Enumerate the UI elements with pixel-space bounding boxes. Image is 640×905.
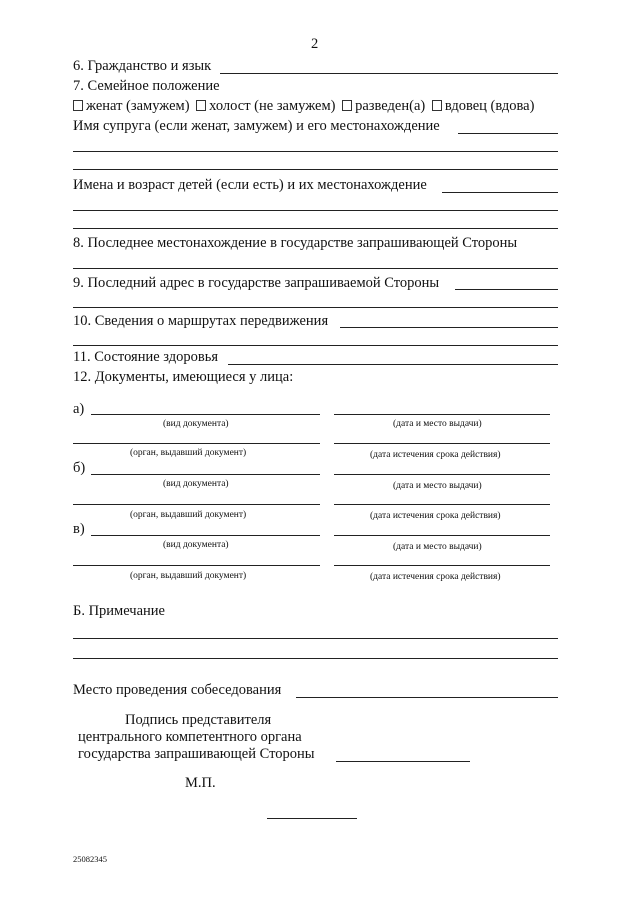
doc-b-date-place-field[interactable] (334, 474, 550, 475)
note-field-1[interactable] (73, 638, 558, 639)
doc-a-type-field[interactable] (91, 414, 320, 415)
children-field-2[interactable] (73, 210, 558, 211)
citizenship-field[interactable] (220, 73, 558, 74)
option-married: женат (замужем) (86, 98, 190, 114)
spouse-field-2[interactable] (73, 151, 558, 152)
signature-line-1: Подпись представителя (125, 712, 272, 728)
doc-b-date-place-caption: (дата и место выдачи) (393, 481, 482, 491)
doc-a-letter: а) (73, 401, 85, 417)
last-address-field-1[interactable] (455, 289, 558, 290)
interview-place-label: Место проведения собеседования (73, 682, 282, 698)
doc-a-date-place-caption: (дата и место выдачи) (393, 419, 482, 429)
doc-c-expiry-field[interactable] (334, 565, 550, 566)
marital-options (73, 98, 534, 114)
doc-c-letter: в) (73, 521, 85, 537)
option-widowed: вдовец (вдова) (444, 98, 535, 114)
spouse-field-3[interactable] (73, 169, 558, 170)
children-label: Имена и возраст детей (если есть) и их местонахождение (73, 177, 427, 193)
doc-a-type-caption: (вид документа) (163, 419, 229, 429)
spouse-label: Имя супруга (если женат, замужем) и его местонахождение (73, 118, 440, 134)
health-label: 11. Состояние здоровья (73, 349, 219, 365)
last-address-field-2[interactable] (73, 307, 558, 308)
citizenship-label: 6. Гражданство и язык (73, 58, 212, 74)
option-divorced: разведен(а) (355, 98, 426, 114)
doc-c-date-place-caption: (дата и место выдачи) (393, 542, 482, 552)
routes-label: 10. Сведения о маршрутах передвижения (73, 313, 329, 329)
checkbox-divorced[interactable] (342, 100, 352, 111)
children-field-1[interactable] (442, 192, 558, 193)
doc-a-expiry-field[interactable] (334, 443, 550, 444)
last-location-label: 8. Последнее местонахождение в государстве запрашивающей Стороны (73, 235, 518, 251)
doc-c-issuer-caption: (орган, выдавший документ) (130, 571, 247, 581)
doc-b-letter: б) (73, 460, 86, 476)
documents-label: 12. Документы, имеющиеся у лица: (73, 369, 294, 385)
doc-c-type-field[interactable] (91, 535, 320, 536)
checkbox-widowed[interactable] (432, 100, 442, 111)
last-location-field[interactable] (73, 268, 558, 269)
doc-b-type-field[interactable] (91, 474, 320, 475)
doc-b-expiry-caption: (дата истечения срока действия) (370, 511, 501, 521)
doc-b-issuer-caption: (орган, выдавший документ) (130, 510, 247, 520)
interview-place-field[interactable] (296, 697, 558, 698)
marital-status-label: 7. Семейное положение (73, 78, 220, 94)
doc-a-expiry-caption: (дата истечения срока действия) (370, 450, 501, 460)
doc-c-date-place-field[interactable] (334, 535, 550, 536)
doc-a-issuer-field[interactable] (73, 443, 320, 444)
note-label: Б. Примечание (73, 603, 165, 619)
doc-c-type-caption: (вид документа) (163, 540, 229, 550)
doc-b-issuer-field[interactable] (73, 504, 320, 505)
stamp-line (267, 818, 357, 819)
doc-b-expiry-field[interactable] (334, 504, 550, 505)
note-field-2[interactable] (73, 658, 558, 659)
children-field-3[interactable] (73, 228, 558, 229)
document-code: 25082345 (73, 854, 107, 864)
routes-field-2[interactable] (73, 345, 558, 346)
option-single: холост (не замужем) (209, 98, 336, 114)
checkbox-married[interactable] (73, 100, 83, 111)
routes-field-1[interactable] (340, 327, 558, 328)
signature-line-3: государства запрашивающей Стороны (78, 746, 315, 762)
doc-a-issuer-caption: (орган, выдавший документ) (130, 448, 247, 458)
signature-line-2: центрального компетентного органа (78, 729, 302, 745)
health-field[interactable] (228, 364, 558, 365)
page-number: 2 (311, 36, 319, 52)
stamp-label: М.П. (185, 775, 216, 791)
checkbox-single[interactable] (196, 100, 206, 111)
spouse-field-1[interactable] (458, 133, 558, 134)
last-address-label: 9. Последний адрес в государстве запрашиваемой Стороны (73, 275, 440, 291)
signature-field[interactable] (336, 761, 470, 762)
doc-c-issuer-field[interactable] (73, 565, 320, 566)
doc-c-expiry-caption: (дата истечения срока действия) (370, 572, 501, 582)
doc-b-type-caption: (вид документа) (163, 479, 229, 489)
doc-a-date-place-field[interactable] (334, 414, 550, 415)
